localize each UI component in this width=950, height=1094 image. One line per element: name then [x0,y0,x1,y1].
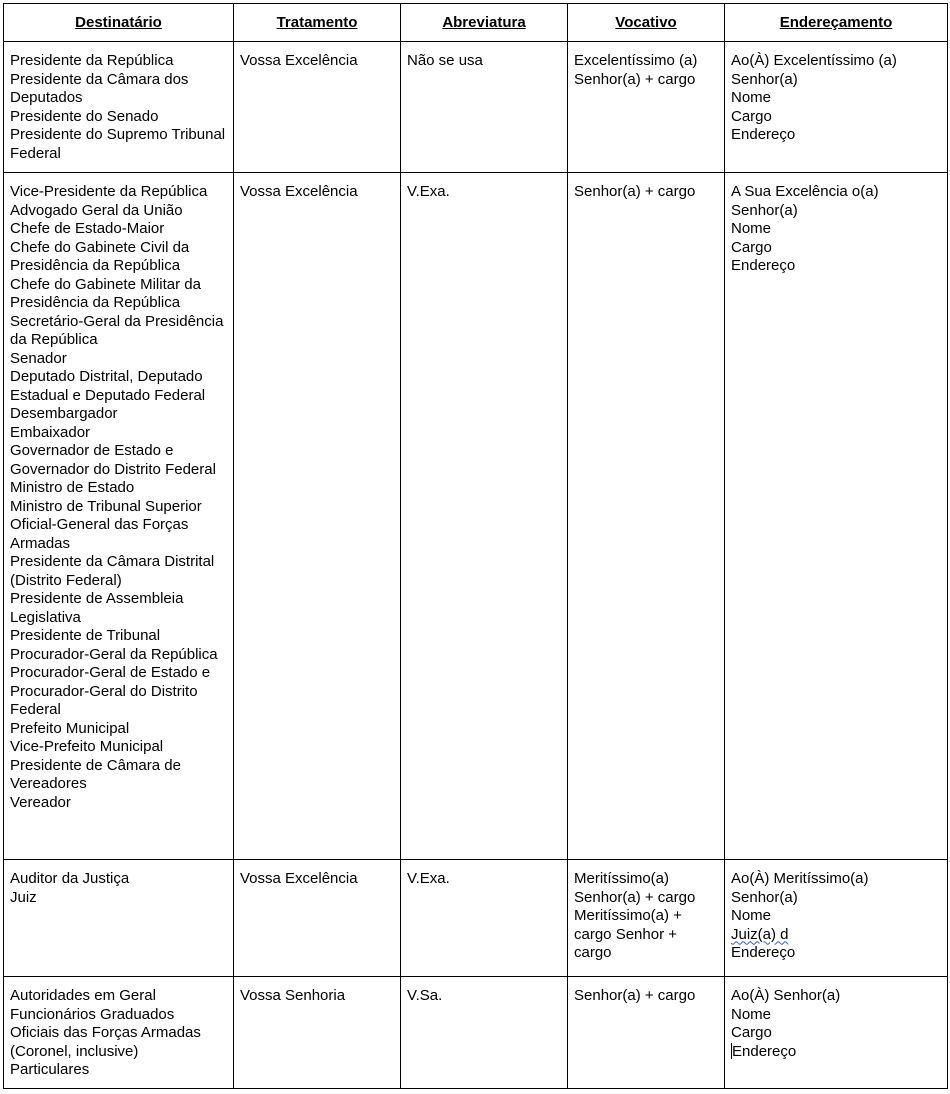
list-item: Presidente da República [10,52,174,69]
list-item: Nome [731,89,772,106]
destinatario-cell [4,860,234,977]
header-abreviatura: Abreviatura [401,4,568,42]
table-row [4,173,948,860]
list-item: Autoridades em Geral [10,987,156,1004]
list-item: Senhor(a) [731,201,798,219]
list-item: Presidente de Tribunal [10,627,161,644]
list-item: Ao(À) Excelentíssimo (a) [731,52,897,69]
list-item: Presidente de Assembleia Legislativa [10,590,184,626]
list-item: Senador [10,349,67,367]
abreviatura-cell: V.Sa. [401,977,568,1089]
spellcheck-flagged-text: Juiz(a) d [731,925,789,943]
header-tratamento: Tratamento [234,4,401,42]
list-item: Advogado Geral da União [10,201,183,219]
list-item: Procurador-Geral de Estado e Procurador-Geral do Distrito Federal [10,664,211,718]
tratamento-cell: Vossa Excelência [234,173,401,860]
list-item: Nome [731,220,772,237]
enderecamento-cell [725,42,948,173]
text-cursor-line[interactable]: Endereço [732,1042,797,1060]
list-item: Oficiais das Forças Armadas (Coronel, inclusive) [10,1024,201,1060]
list-item: Presidente da Câmara dos Deputados [10,70,189,106]
tratamento-cell: Vossa Excelência [234,860,401,977]
table-row [4,42,948,173]
header-destinatario: Destinatário [4,4,234,42]
list-item: Chefe de Estado-Maior [10,220,165,237]
list-item: Presidente do Supremo Tribunal Federal [10,126,226,162]
vocativo-cell [568,42,725,173]
list-item: Vice-Presidente da República [10,183,208,200]
header-row [4,4,948,42]
vocativo-cell [568,860,725,977]
list-item: Procurador-Geral da República [10,645,218,663]
tratamento-cell: Vossa Senhoria [234,977,401,1089]
list-item: Cargo [731,1024,772,1041]
list-item: Ministro de Tribunal Superior [10,497,202,515]
list-item: Presidente do Senado [10,107,159,125]
destinatario-cell [4,977,234,1089]
list-item: Nome [731,1005,772,1023]
list-item: Secretário-Geral da Presidência da República [10,312,224,348]
list-item: Endereço [731,944,796,961]
list-item: Senhor(a) + cargo [574,183,696,200]
list-item: Chefe do Gabinete Civil da Presidência da República [10,238,190,274]
destinatario-cell [4,42,234,173]
list-item: Endereço [731,257,796,274]
destinatario-cell [4,173,234,860]
enderecamento-cell [725,860,948,977]
list-item: Senhor(a) [731,70,798,88]
list-item: Deputado Distrital, Deputado Estadual e Deputado Federal [10,368,206,404]
enderecamento-cell[interactable] [725,977,948,1089]
list-item: Ministro de Estado [10,479,135,496]
list-item: Embaixador [10,423,91,441]
vocativo-cell [568,977,725,1089]
abreviatura-cell: V.Exa. [401,860,568,977]
abreviatura-cell: V.Exa. [401,173,568,860]
tratamento-cell: Vossa Excelência [234,42,401,173]
list-item: Ao(À) Senhor(a) [731,987,841,1004]
list-item: Endereço [731,126,796,143]
list-item: Auditor da Justiça [10,870,130,887]
list-item: Excelentíssimo (a) Senhor(a) + cargo [574,52,698,88]
list-item: Vereador [10,793,71,811]
list-item: Presidente de Câmara de Vereadores [10,756,181,792]
list-item: Prefeito Municipal [10,719,130,737]
vocativo-cell [568,173,725,860]
list-item: Meritíssimo(a) + cargo Senhor + cargo [574,907,682,961]
list-item: A Sua Excelência o(a) [731,183,879,200]
list-item: Senhor(a) + cargo [574,987,696,1004]
table-row [4,860,948,977]
list-item: Funcionários Graduados [10,1005,175,1023]
list-item: Ao(À) Meritíssimo(a) [731,870,869,887]
list-item: Vice-Prefeito Municipal [10,738,164,755]
forms-of-address-table [3,3,948,1089]
list-item: Presidente da Câmara Distrital (Distrito Federal) [10,553,215,589]
list-item: Cargo [731,238,772,256]
abreviatura-cell: Não se usa [401,42,568,173]
list-item: Juiz [10,888,37,906]
list-item: Governador de Estado e Governador do Distrito Federal [10,442,216,478]
list-item: Senhor(a) [731,888,798,906]
header-vocativo: Vocativo [568,4,725,42]
list-item: Particulares [10,1061,90,1078]
list-item: Meritíssimo(a) Senhor(a) + cargo [574,870,696,906]
list-item: Nome [731,907,772,924]
list-item: Oficial-General das Forças Armadas [10,516,189,552]
table-row [4,977,948,1089]
list-item: Cargo [731,107,772,125]
enderecamento-cell [725,173,948,860]
list-item: Chefe do Gabinete Militar da Presidência da República [10,275,201,311]
list-item: Desembargador [10,405,118,422]
header-enderecamento: Endereçamento [725,4,948,42]
